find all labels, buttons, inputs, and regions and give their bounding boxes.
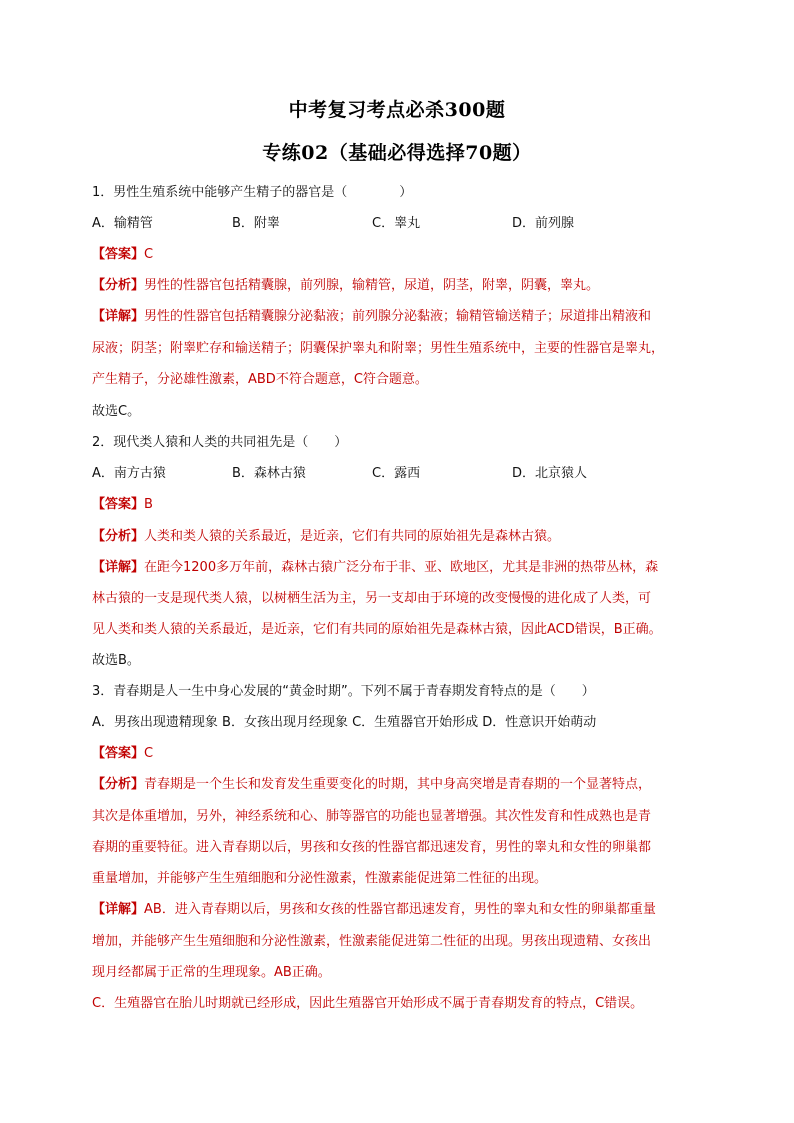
q1-detail-line-3: 产生精子，分泌雄性激素，ABD不符合题意，C符合题意。: [92, 372, 428, 387]
q3-detail-text-1: AB．进入青春期以后，男孩和女孩的性器官都迅速发育，男性的睾丸和女性的卵巢都重量: [144, 902, 656, 917]
q2-option-c: C．露西: [372, 466, 421, 481]
q1-option-d: D．前列腺: [512, 216, 575, 231]
document-title: 中考复习考点必杀300题: [288, 99, 506, 121]
detail-label: 【详解】: [92, 560, 145, 575]
q2-detail-line-3: 见人类和类人猿的关系最近，是近亲，它们有共同的原始祖先是森林古猿，因此ACD错误，B正确。: [92, 622, 662, 637]
q1-option-c: C．睾丸: [372, 216, 421, 231]
q1-analysis: [92, 275, 712, 297]
q1-option-b: B．附睾: [232, 216, 280, 231]
q3-analysis-line-1: [92, 774, 712, 796]
q3-answer: [92, 743, 712, 765]
analysis-label: 【分析】: [92, 777, 145, 792]
q3-detail-line-3: 现月经都属于正常的生理现象。AB正确。: [92, 965, 331, 980]
q1-option-a: A．输精管: [92, 216, 153, 231]
q3-options: A．男孩出现遗精现象 B．女孩出现月经现象 C．生殖器官开始形成 D．性意识开始萌动: [92, 715, 597, 730]
q3-analysis-text-1: 青春期是一个生长和发育发生重要变化的时期，其中身高突增是青春期的一个显著特点，: [144, 777, 652, 792]
q2-answer-value: B: [144, 497, 153, 512]
analysis-label: 【分析】: [92, 529, 145, 544]
q2-analysis: [92, 526, 712, 548]
q1-detail-line-2: 尿液；阴茎；附睾贮存和输送精子；阴囊保护睾丸和附睾；男性生殖系统中，主要的性器官是睾丸，: [92, 341, 665, 356]
q1-answer: [92, 244, 712, 266]
q1-answer-value: C: [144, 247, 154, 262]
q3-analysis-line-4: 重量增加，并能够产生生殖细胞和分泌性激素，性激素能促进第二性征的出现。: [92, 871, 548, 886]
q3-answer-value: C: [144, 746, 154, 761]
q2-answer: [92, 494, 712, 516]
q1-detail-text-1: 男性的性器官包括精囊腺分泌黏液；前列腺分泌黏液；输精管输送精子；尿道排出精液和: [144, 309, 652, 324]
q3-detail-line-4: C．生殖器官在胎儿时期就已经形成，因此生殖器官开始形成不属于青春期发育的特点，C错误。: [92, 996, 644, 1011]
q2-option-b: B．森林古猿: [232, 466, 306, 481]
q2-detail-line-1: [92, 557, 712, 579]
q1-analysis-text: 男性的性器官包括精囊腺，前列腺，输精管，尿道，阴茎，附睾，阴囊，睾丸。: [144, 278, 600, 293]
q1-conclusion: 故选C。: [92, 404, 141, 419]
q2-options: [92, 463, 712, 485]
q1-stem: 1．男性生殖系统中能够产生精子的器官是（ ）: [92, 185, 413, 200]
q1-options: [92, 213, 712, 235]
q3-analysis-line-2: 其次是体重增加，另外，神经系统和心、肺等器官的功能也显著增强。其次性发育和性成熟也是青: [92, 809, 652, 824]
answer-label: 【答案】: [92, 746, 145, 761]
q3-analysis-line-3: 春期的重要特征。进入青春期以后，男孩和女孩的性器官都迅速发育，男性的睾丸和女性的卵巢都: [92, 840, 652, 855]
q2-option-a: A．南方古猿: [92, 466, 166, 481]
answer-label: 【答案】: [92, 497, 145, 512]
detail-label: 【详解】: [92, 902, 145, 917]
q2-analysis-text: 人类和类人猿的关系最近，是近亲，它们有共同的原始祖先是森林古猿。: [144, 529, 561, 544]
q2-option-d: D．北京猿人: [512, 466, 588, 481]
q2-detail-text-1: 在距今1200多万年前，森林古猿广泛分布于非、亚、欧地区，尤其是非洲的热带丛林，森: [144, 560, 659, 575]
q1-detail-line-1: [92, 306, 712, 328]
q2-conclusion: 故选B。: [92, 653, 140, 668]
detail-label: 【详解】: [92, 309, 145, 324]
q2-detail-line-2: 林古猿的一支是现代类人猿，以树栖生活为主，另一支却由于环境的改变慢慢的进化成了人类，可: [92, 591, 652, 606]
q3-detail-line-1: [92, 899, 712, 921]
answer-label: 【答案】: [92, 247, 145, 262]
q2-stem: 2．现代类人猿和人类的共同祖先是（ ）: [92, 435, 348, 450]
analysis-label: 【分析】: [92, 278, 145, 293]
q3-stem: 3．青春期是人一生中身心发展的“黄金时期”。下列不属于青春期发育特点的是（ ）: [92, 684, 595, 699]
document-subtitle: 专练02（基础必得选择70题）: [262, 142, 532, 164]
q3-detail-line-2: 增加，并能够产生生殖细胞和分泌性激素，性激素能促进第二性征的出现。男孩出现遗精、女孩出: [92, 934, 652, 949]
